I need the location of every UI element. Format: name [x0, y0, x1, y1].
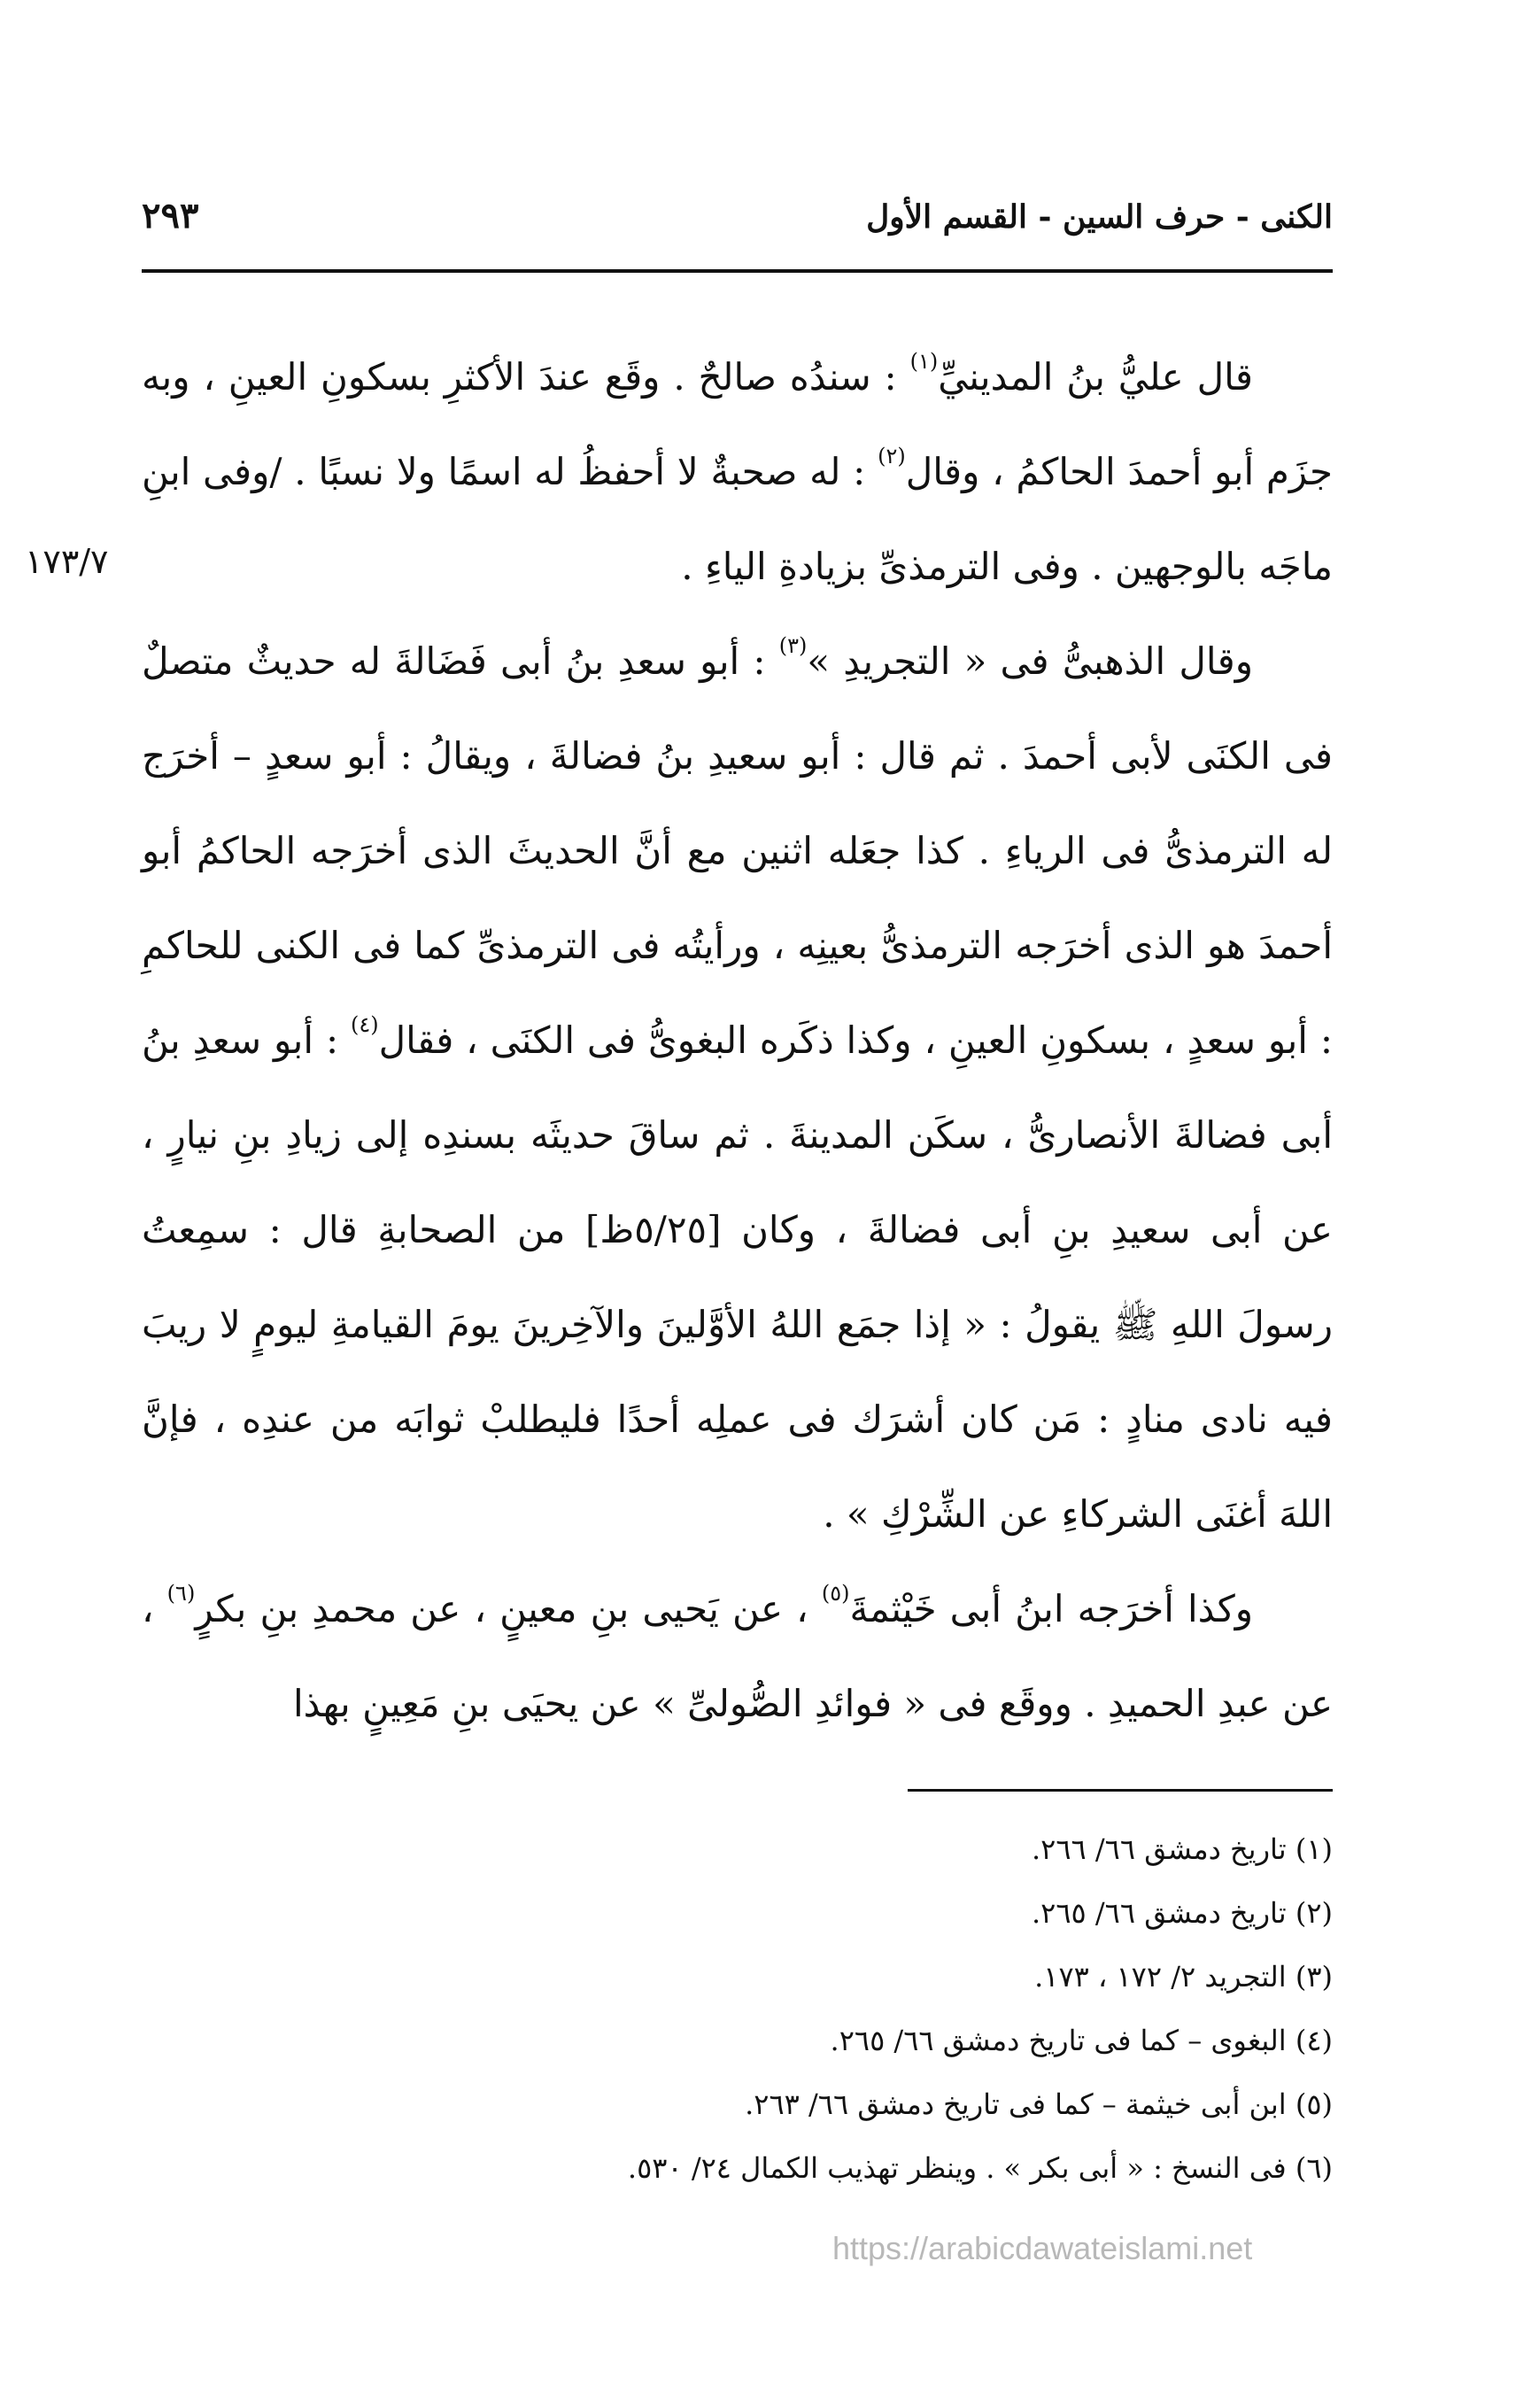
header-rule [142, 269, 1333, 273]
footnote-marker-4: (٤) [351, 1012, 379, 1037]
footnote-marker-3: (٣) [778, 633, 808, 658]
footnote-marker-1: (١) [909, 349, 939, 374]
footnote-marker-6: (٦) [166, 1581, 196, 1606]
footnote-marker-2: (٢) [878, 444, 906, 468]
footnote-1: (١) تاريخ دمشق ٦٦/ ٢٦٦. [1031, 1832, 1333, 1866]
footnote-3: (٣) التجريد ٢/ ١٧٢ ، ١٧٣. [1034, 1960, 1333, 1994]
footnote-5: (٥) ابن أبى خيثمة – كما فى تاريخ دمشق ٦٦/ ٢٦٣. [745, 2087, 1333, 2121]
running-title: الكنى - حرف السين - القسم الأول [866, 198, 1333, 236]
page-number: ٢٩٣ [142, 195, 199, 236]
footnote-2: (٢) تاريخ دمشق ٦٦/ ٢٦٥. [1031, 1896, 1333, 1930]
footnote-4: (٤) البغوى – كما فى تاريخ دمشق ٦٦/ ٢٦٥. [830, 2024, 1333, 2057]
running-header [142, 188, 1333, 250]
footnote-rule [908, 1789, 1333, 1792]
footnote-6: (٦) فى النسخ : « أبى بكر » . وينظر تهذيب الكمال ٢٤/ ٥٣٠. [627, 2151, 1333, 2185]
paragraph-3: وكذا أخرَجه ابنُ أبى خَيْثمةَ$^{(٥)}$ ، عن يَحيى بنِ معينٍ ، عن محمدِ بنِ بكرٍ$^{(٦)}$ ، عن عبدِ الحميدِ . ووقَع فى « فوائدِ الصُّولىِّ » عن يحيَى بنِ مَعِينٍ بهذا [142, 1581, 1333, 1725]
margin-reference: ١٧٣/٧ [25, 542, 109, 581]
footnote-marker-5: (٥) [821, 1581, 850, 1606]
footnotes [142, 1817, 1333, 2200]
main-text [142, 329, 1333, 1751]
paragraph-2: وقال الذهبىُّ فى « التجريدِ »$^{(٣)}$ : أبو سعدِ بنُ أبى فَضَالةَ له حديثٌ متصلٌ فى الكنَى لأبى أحمدَ . ثم قال : أبو سعيدِ بنُ فضالةَ ، ويقالُ : أبو سعدٍ – أخرَج له الترمذىُّ فى الرياءِ . كذا جعَله اثنين مع أنَّ الحديثَ الذى أخرَجه الحاكمُ أبو أحمدَ هو الذى أخرَجه الترمذىُّ بعينِه ، ورأيتُه فى الترمذىِّ كما فى الكنى للحاكمِ : أبو سعدٍ ، بسكونِ العينِ ، وكذا ذكَره البغوىُّ فى الكنَى ، فقال$^{(٤)}$ : أبو سعدِ بنُ أبى فضالةَ الأنصارىُّ ، سكَن المدينةَ . ثم ساقَ حديثَه بسندِه إلى زيادِ بنِ نيارٍ ، عن أبى سعيدِ بنِ أبى فضالةَ ، وكان [٥/٢٥ظ] من الصحابةِ قال : سمِعتُ رسولَ اللهِ ﷺ يقولُ : « إذا جمَع اللهُ الأوَّلينَ والآخِرينَ يومَ القيامةِ ليومٍ لا ريبَ فيه نادى منادٍ : مَن كان أشرَك فى عملِه أحدًا فليطلبْ ثوابَه من عندِه ، فإنَّ اللهَ أغنَى الشركاءِ عن الشِّرْكِ » . [142, 633, 1333, 1536]
watermark-url: https://arabicdawateislami.net [832, 2230, 1253, 2266]
paragraph-1: قال عليُّ بنُ المدينيِّ$^{(١)}$ : سندُه صالحٌ . وقَع عندَ الأكثرِ بسكونِ العينِ ، وبه جزَم أبو أحمدَ الحاكمُ ، وقال$^{(٢)}$ : له صحبةٌ لا أحفظُ له اسمًا ولا نسبًا . /وفى ابنِ ماجَه بالوجهين . وفى الترمذىِّ بزيادةِ الياءِ . [142, 349, 1333, 588]
